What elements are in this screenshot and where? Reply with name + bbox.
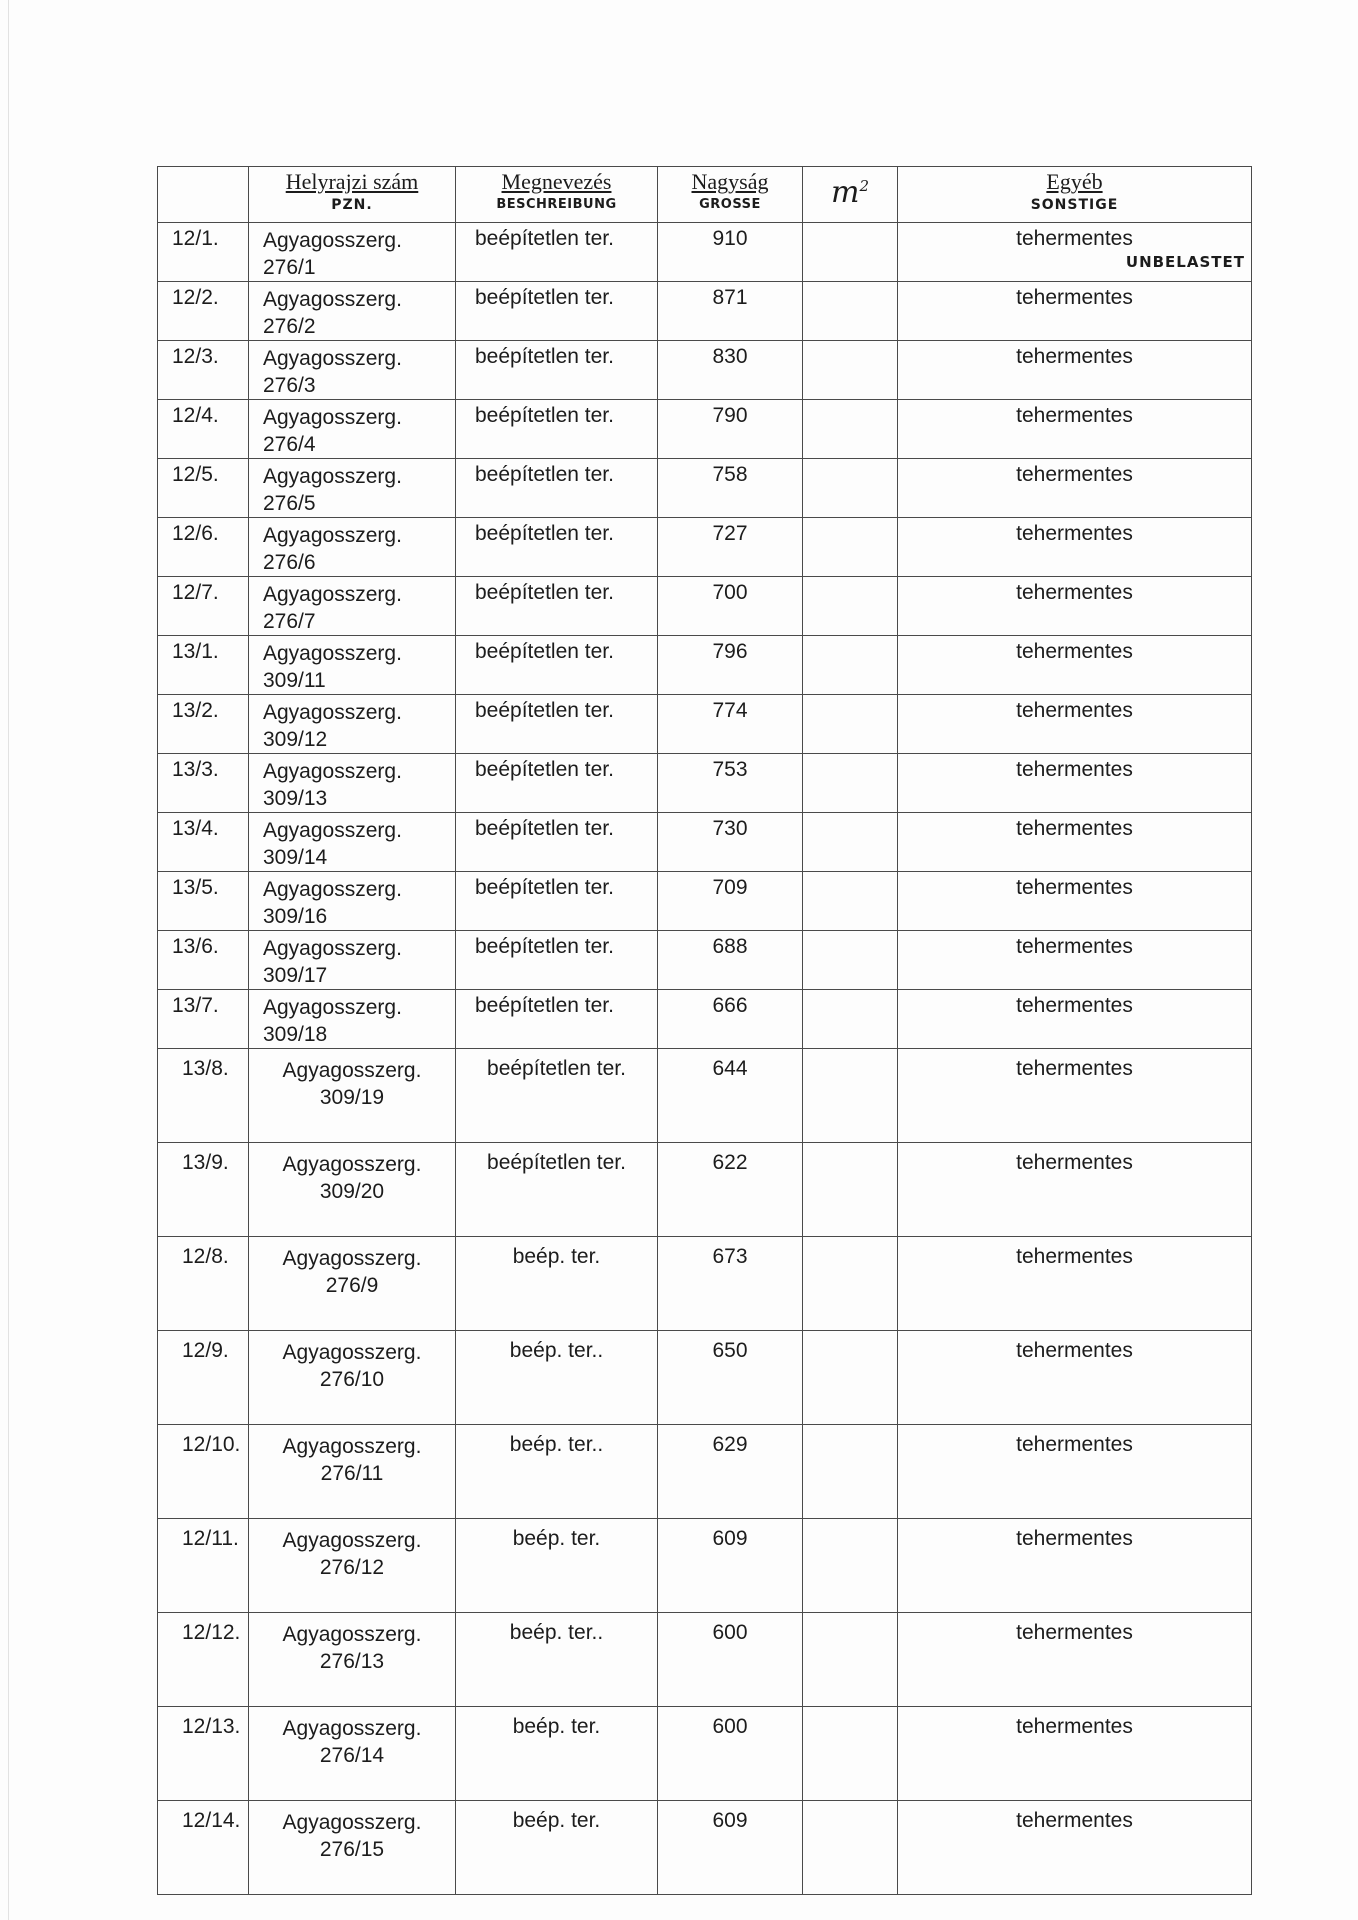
row-description: beépítetlen ter. [456,636,658,695]
row-description: beép. ter. [456,1237,658,1331]
row-description: beépítetlen ter. [456,695,658,754]
row-unit [803,1519,898,1613]
row-number: 13/7. [158,990,249,1049]
row-location: Agyagosszerg. 276/4 [249,400,456,459]
row-location: Agyagosszerg. 309/12 [249,695,456,754]
table-header-row [158,167,1252,223]
row-size: 753 [658,754,803,813]
row-size: 796 [658,636,803,695]
header-number [158,167,249,223]
row-unit [803,636,898,695]
header-size-handwritten: GROSSE [699,197,761,212]
row-other: tehermentes [898,518,1252,577]
row-location: Agyagosszerg. 309/18 [249,990,456,1049]
table-row [158,1049,1252,1143]
row-location: Agyagosszerg. 309/16 [249,872,456,931]
row-unit [803,1237,898,1331]
row-description: beépítetlen ter. [456,1049,658,1143]
row-number: 12/9. [158,1331,249,1425]
row-number: 12/4. [158,400,249,459]
row-size: 688 [658,931,803,990]
row-other: tehermentes [898,282,1252,341]
row-location: Agyagosszerg. 309/20 [249,1143,456,1237]
row-unit [803,990,898,1049]
row-size: 830 [658,341,803,400]
table-row [158,1801,1252,1895]
row-location: Agyagosszerg. 276/12 [249,1519,456,1613]
header-size [658,167,803,223]
row-unit [803,1331,898,1425]
row-unit [803,282,898,341]
row-other: tehermentes [898,400,1252,459]
row-location: Agyagosszerg. 309/17 [249,931,456,990]
row-number: 13/3. [158,754,249,813]
row-description: beépítetlen ter. [456,282,658,341]
row-location: Agyagosszerg. 276/1 [249,223,456,282]
row-size: 600 [658,1613,803,1707]
row-description: beép. ter.. [456,1425,658,1519]
header-description [456,167,658,223]
row-unit [803,1143,898,1237]
row-other: tehermentes UNBELASTET [898,223,1252,282]
row-description: beépítetlen ter. [456,813,658,872]
row-number: 12/12. [158,1613,249,1707]
header-other [898,167,1252,223]
row-size: 644 [658,1049,803,1143]
row-other: tehermentes [898,1801,1252,1895]
row-other: tehermentes [898,1707,1252,1801]
row-number: 12/8. [158,1237,249,1331]
row-other: tehermentes [898,1237,1252,1331]
row-size: 622 [658,1143,803,1237]
row-description: beép. ter. [456,1519,658,1613]
row-location: Agyagosszerg. 276/9 [249,1237,456,1331]
row-location: Agyagosszerg. 309/13 [249,754,456,813]
row-description: beépítetlen ter. [456,223,658,282]
row-number: 13/1. [158,636,249,695]
row-unit [803,754,898,813]
row-size: 871 [658,282,803,341]
row-size: 709 [658,872,803,931]
row-other: tehermentes [898,341,1252,400]
header-size-title: Nagyság [691,169,769,194]
row-size: 666 [658,990,803,1049]
row-location: Agyagosszerg. 276/14 [249,1707,456,1801]
row-size: 727 [658,518,803,577]
row-number: 12/3. [158,341,249,400]
row-size: 650 [658,1331,803,1425]
row-other: tehermentes [898,459,1252,518]
table-row [158,400,1252,459]
row-unit [803,518,898,577]
table-row [158,459,1252,518]
row-number: 13/4. [158,813,249,872]
row-description: beép. ter. [456,1707,658,1801]
row-number: 12/5. [158,459,249,518]
row-unit [803,1801,898,1895]
table-row [158,695,1252,754]
row-number: 12/14. [158,1801,249,1895]
table-row [158,577,1252,636]
row-description: beépítetlen ter. [456,341,658,400]
row-size: 774 [658,695,803,754]
row-size: 790 [658,400,803,459]
row-number: 12/11. [158,1519,249,1613]
row-location: Agyagosszerg. 276/3 [249,341,456,400]
row-description: beépítetlen ter. [456,990,658,1049]
row-size: 609 [658,1801,803,1895]
row-other: tehermentes [898,1425,1252,1519]
row-other: tehermentes [898,1143,1252,1237]
row-description: beépítetlen ter. [456,872,658,931]
header-location-title: Helyrajzi szám [285,169,419,194]
row-unit [803,1613,898,1707]
row-other: tehermentes [898,813,1252,872]
row-number: 13/8. [158,1049,249,1143]
row-description: beépítetlen ter. [456,1143,658,1237]
row-size: 758 [658,459,803,518]
row-size: 730 [658,813,803,872]
row-location: Agyagosszerg. 276/5 [249,459,456,518]
row-location: Agyagosszerg. 309/11 [249,636,456,695]
header-other-handwritten: SONSTIGE [1030,197,1119,213]
row-location: Agyagosszerg. 276/15 [249,1801,456,1895]
table-row [158,1707,1252,1801]
table-row [158,518,1252,577]
row-description: beépítetlen ter. [456,400,658,459]
row-description: beépítetlen ter. [456,518,658,577]
row-unit [803,872,898,931]
row-description: beépítetlen ter. [456,577,658,636]
table-row [158,872,1252,931]
header-location [249,167,456,223]
table-row [158,636,1252,695]
row-other: tehermentes [898,1519,1252,1613]
row-other: tehermentes [898,1331,1252,1425]
row-description: beépítetlen ter. [456,931,658,990]
row-other: tehermentes [898,990,1252,1049]
row-other: tehermentes [898,695,1252,754]
row-location: Agyagosszerg. 276/2 [249,282,456,341]
header-location-handwritten: PZN. [331,197,373,213]
row-description: beép. ter.. [456,1613,658,1707]
table-row [158,990,1252,1049]
header-description-handwritten: BESCHREIBUNG [496,197,617,212]
row-other: tehermentes [898,636,1252,695]
table-row [158,1519,1252,1613]
row-location: Agyagosszerg. 276/7 [249,577,456,636]
row-description: beép. ter.. [456,1331,658,1425]
row-number: 13/2. [158,695,249,754]
row-number: 13/5. [158,872,249,931]
table-row [158,931,1252,990]
table-row [158,1143,1252,1237]
row-number: 12/10. [158,1425,249,1519]
row-size: 600 [658,1707,803,1801]
row-number: 13/9. [158,1143,249,1237]
row-location: Agyagosszerg. 276/11 [249,1425,456,1519]
table-row [158,282,1252,341]
row-description: beép. ter. [456,1801,658,1895]
row-location: Agyagosszerg. 309/14 [249,813,456,872]
row-number: 12/13. [158,1707,249,1801]
row-number: 12/2. [158,282,249,341]
row-other: tehermentes [898,1613,1252,1707]
row-location: Agyagosszerg. 276/6 [249,518,456,577]
row-number: 13/6. [158,931,249,990]
row-unit [803,931,898,990]
row-other: tehermentes [898,754,1252,813]
header-description-title: Megnevezés [501,169,612,194]
row-unit [803,341,898,400]
header-unit-handwritten: $m^2$ [831,175,869,210]
header-unit [803,167,898,223]
row-description: beépítetlen ter. [456,754,658,813]
row-unit [803,695,898,754]
table-row [158,1331,1252,1425]
row-size: 673 [658,1237,803,1331]
land-registry-table [157,166,1252,1895]
row-unit [803,1049,898,1143]
header-other-title: Egyéb [1046,169,1103,194]
table-row [158,813,1252,872]
table-row [158,754,1252,813]
table-row [158,1237,1252,1331]
row-unit [803,1707,898,1801]
row-description: beépítetlen ter. [456,459,658,518]
row-location: Agyagosszerg. 276/10 [249,1331,456,1425]
table-row [158,1613,1252,1707]
row-unit [803,400,898,459]
row-number: 12/7. [158,577,249,636]
row-unit [803,459,898,518]
scan-edge-line [8,0,9,1920]
table-row [158,223,1252,282]
row-size: 609 [658,1519,803,1613]
row-other: tehermentes [898,1049,1252,1143]
row-size: 700 [658,577,803,636]
row-handwritten-note: UNBELASTET [1125,253,1245,271]
row-other: tehermentes [898,872,1252,931]
table-row [158,1425,1252,1519]
row-location: Agyagosszerg. 276/13 [249,1613,456,1707]
table-row [158,341,1252,400]
row-other: tehermentes [898,931,1252,990]
row-other: tehermentes [898,577,1252,636]
row-number: 12/1. [158,223,249,282]
row-unit [803,577,898,636]
row-unit [803,1425,898,1519]
row-size: 910 [658,223,803,282]
row-unit [803,813,898,872]
row-location: Agyagosszerg. 309/19 [249,1049,456,1143]
row-number: 12/6. [158,518,249,577]
row-size: 629 [658,1425,803,1519]
row-unit [803,223,898,282]
